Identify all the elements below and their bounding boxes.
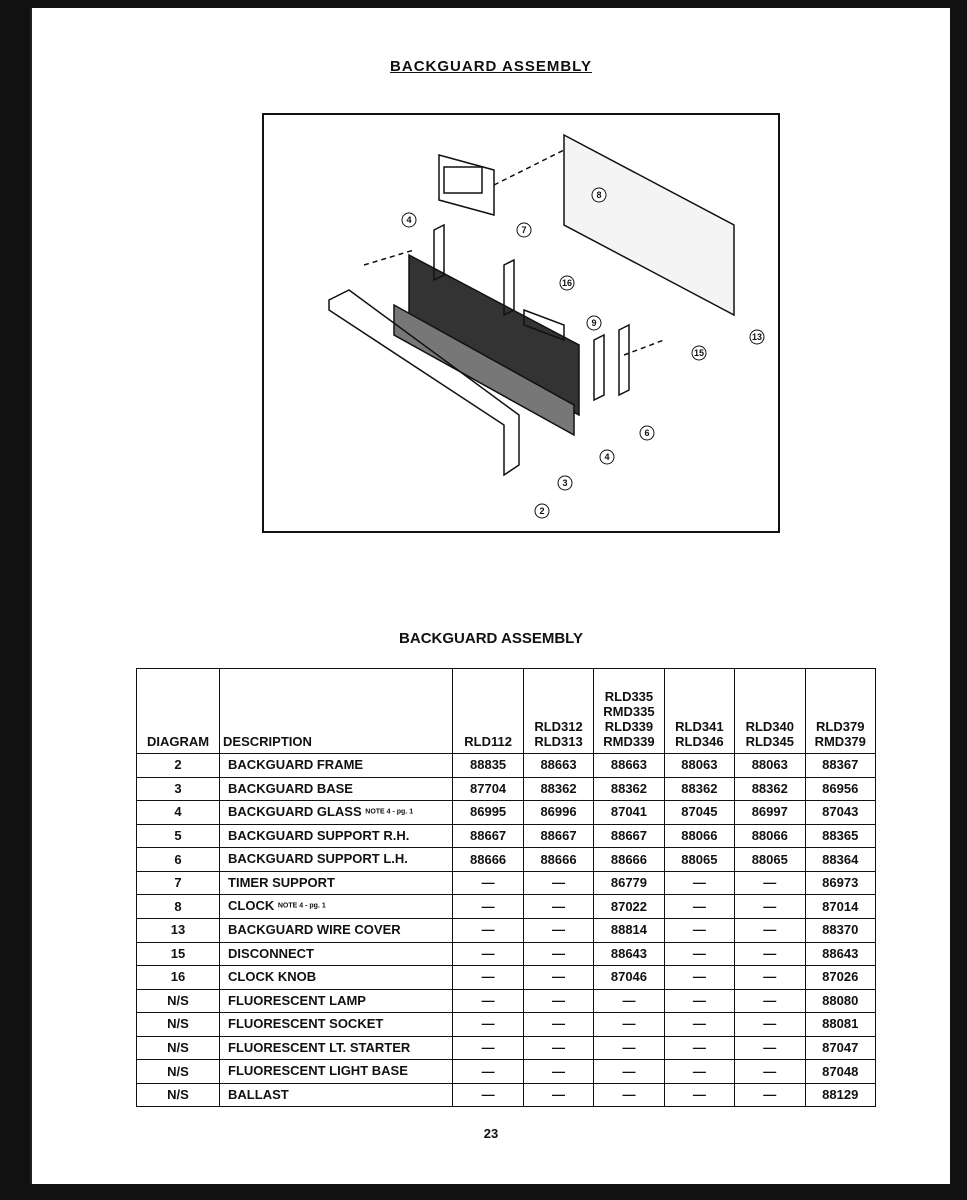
description-text: FLUORESCENT SOCKET <box>228 1016 384 1032</box>
table-row <box>137 1060 876 1084</box>
cell-part-number: — <box>735 989 805 1013</box>
callout-7-label: 7 <box>521 225 527 235</box>
table-row <box>137 1013 876 1037</box>
parts-table-body <box>137 754 876 1107</box>
description-text: BACKGUARD GLASS <box>228 804 362 820</box>
header-model-4 <box>735 669 805 754</box>
description-text: FLUORESCENT LAMP <box>228 992 366 1008</box>
page-title: BACKGUARD ASSEMBLY <box>390 58 592 75</box>
cell-part-number: — <box>523 1060 593 1084</box>
table-row <box>137 1083 876 1107</box>
description-text: CLOCK <box>228 898 275 914</box>
cell-part-number: — <box>453 871 523 895</box>
cell-part-number: 88666 <box>594 848 664 872</box>
model-2-line-3: RMD339 <box>603 734 655 749</box>
callout-13 <box>750 330 764 344</box>
cell-part-number: — <box>523 1013 593 1037</box>
document-page <box>30 8 950 1184</box>
callout-9 <box>587 316 601 330</box>
table-row <box>137 918 876 942</box>
header-description: DESCRIPTION <box>220 669 453 754</box>
cell-part-number: 87041 <box>594 801 664 825</box>
callout-5 <box>640 426 654 440</box>
description-text: CLOCK KNOB <box>228 969 317 985</box>
table-row <box>137 942 876 966</box>
cell-part-number: — <box>523 871 593 895</box>
cell-part-number: — <box>453 918 523 942</box>
callout-4-label: 4 <box>604 452 610 462</box>
cell-diagram: N/S <box>137 1060 220 1084</box>
description-note: NOTE 4 - pg. 1 <box>277 902 326 910</box>
description-text: BALLAST <box>228 1086 289 1102</box>
cell-diagram: 5 <box>137 824 220 848</box>
model-0-line-0: RLD112 <box>464 734 512 749</box>
cell-part-number: — <box>664 1036 734 1060</box>
cell-description <box>220 942 453 966</box>
cell-part-number: — <box>664 989 734 1013</box>
cell-part-number: — <box>735 895 805 919</box>
cell-part-number: 87022 <box>594 895 664 919</box>
cell-part-number: — <box>594 989 664 1013</box>
cell-part-number: 88129 <box>805 1083 876 1107</box>
cell-part-number: — <box>453 1060 523 1084</box>
cell-part-number: — <box>523 1083 593 1107</box>
cell-diagram: 16 <box>137 966 220 990</box>
cell-part-number: — <box>735 942 805 966</box>
callout-15-label: 15 <box>693 348 705 358</box>
cell-part-number: — <box>735 871 805 895</box>
cell-diagram: N/S <box>137 1036 220 1060</box>
header-model-0 <box>453 669 523 754</box>
model-1-line-1: RLD313 <box>534 734 583 749</box>
cell-part-number: 88065 <box>735 848 805 872</box>
model-3-line-0: RLD341 <box>675 719 724 734</box>
table-row <box>137 824 876 848</box>
cell-part-number: — <box>453 1036 523 1060</box>
description-text: BACKGUARD BASE <box>228 780 353 796</box>
description-text: BACKGUARD WIRE COVER <box>228 921 401 937</box>
cell-part-number: 88081 <box>805 1013 876 1037</box>
cell-part-number: 86956 <box>805 777 876 801</box>
cell-part-number: 88370 <box>805 918 876 942</box>
table-header-row <box>137 669 876 754</box>
cell-part-number: 88667 <box>453 824 523 848</box>
cell-part-number: 88080 <box>805 989 876 1013</box>
table-row <box>137 777 876 801</box>
description-text: BACKGUARD SUPPORT R.H. <box>228 827 410 843</box>
table-row <box>137 848 876 872</box>
cell-part-number: 88666 <box>453 848 523 872</box>
parts-table <box>136 668 876 1107</box>
cell-part-number: 88667 <box>523 824 593 848</box>
cell-part-number: — <box>594 1083 664 1107</box>
cell-part-number: 86779 <box>594 871 664 895</box>
callout-8-top <box>592 188 606 202</box>
cell-part-number: 88362 <box>735 777 805 801</box>
model-4-line-0: RLD340 <box>745 719 794 734</box>
cell-part-number: — <box>453 1083 523 1107</box>
exploded-diagram <box>262 113 780 533</box>
cell-part-number: — <box>664 871 734 895</box>
cell-part-number: — <box>594 1013 664 1037</box>
cell-part-number: 88643 <box>594 942 664 966</box>
cell-part-number: — <box>664 918 734 942</box>
backguard-exploded-view <box>264 115 778 531</box>
cell-part-number: 88814 <box>594 918 664 942</box>
description-text: TIMER SUPPORT <box>228 874 335 890</box>
cell-diagram: N/S <box>137 1083 220 1107</box>
callout-8-top-label: 8 <box>596 190 602 200</box>
cell-description <box>220 1060 453 1084</box>
callout-4 <box>600 450 614 464</box>
cell-part-number: — <box>735 1083 805 1107</box>
cell-part-number: — <box>453 1013 523 1037</box>
cell-part-number: — <box>664 1013 734 1037</box>
model-2-line-0: RLD335 <box>604 689 654 704</box>
cell-part-number: — <box>523 942 593 966</box>
cell-diagram: 2 <box>137 754 220 778</box>
cell-part-number: 87047 <box>805 1036 876 1060</box>
model-2-line-1: RMD335 <box>603 704 655 719</box>
callout-3 <box>558 476 572 490</box>
model-2-line-2: RLD339 <box>604 719 654 734</box>
callout-5-label: 6 <box>644 428 650 438</box>
description-note: NOTE 4 - pg. 1 <box>365 808 414 816</box>
cell-part-number: — <box>453 966 523 990</box>
header-model-5 <box>805 669 876 754</box>
cell-part-number: 88666 <box>523 848 593 872</box>
cell-part-number: 87704 <box>453 777 523 801</box>
cell-part-number: 86995 <box>453 801 523 825</box>
cell-part-number: — <box>735 1013 805 1037</box>
cell-part-number: — <box>735 1036 805 1060</box>
model-5-line-0: RLD379 <box>816 719 865 734</box>
cell-part-number: — <box>735 1060 805 1084</box>
cell-part-number: 88066 <box>664 824 734 848</box>
header-model-1 <box>523 669 593 754</box>
cell-description <box>220 848 453 872</box>
cell-part-number: — <box>594 1036 664 1060</box>
cell-part-number: — <box>664 966 734 990</box>
description-text: DISCONNECT <box>228 945 314 961</box>
cell-diagram: 13 <box>137 918 220 942</box>
cell-description <box>220 989 453 1013</box>
header-model-2 <box>594 669 664 754</box>
cell-part-number: — <box>523 1036 593 1060</box>
header-diagram: DIAGRAM <box>137 669 220 754</box>
cell-part-number: 88364 <box>805 848 876 872</box>
cell-part-number: 87045 <box>664 801 734 825</box>
cell-part-number: — <box>735 918 805 942</box>
cell-part-number: — <box>523 895 593 919</box>
model-3-line-1: RLD346 <box>675 734 724 749</box>
table-row <box>137 871 876 895</box>
cell-description <box>220 871 453 895</box>
cell-description <box>220 824 453 848</box>
table-row <box>137 989 876 1013</box>
cell-diagram: N/S <box>137 989 220 1013</box>
callout-15 <box>692 346 706 360</box>
cell-part-number: — <box>523 918 593 942</box>
model-1-line-0: RLD312 <box>534 719 583 734</box>
table-row <box>137 754 876 778</box>
cell-part-number: 88367 <box>805 754 876 778</box>
callout-3-label: 3 <box>562 478 568 488</box>
cell-part-number: 86997 <box>735 801 805 825</box>
cell-description <box>220 1013 453 1037</box>
description-text: FLUORESCENT LT. STARTER <box>228 1039 411 1055</box>
callout-2 <box>535 504 549 518</box>
page-number: 23 <box>483 1126 499 1141</box>
callout-9-label: 9 <box>591 318 597 328</box>
cell-part-number: 87014 <box>805 895 876 919</box>
cell-part-number: 88663 <box>594 754 664 778</box>
cell-description <box>220 918 453 942</box>
cell-part-number: 88365 <box>805 824 876 848</box>
callout-16-label: 16 <box>561 278 573 288</box>
cell-part-number: — <box>523 989 593 1013</box>
table-row <box>137 801 876 825</box>
cell-diagram: N/S <box>137 1013 220 1037</box>
callout-4-top <box>402 213 416 227</box>
cell-part-number: — <box>523 966 593 990</box>
cell-part-number: 88063 <box>664 754 734 778</box>
cell-part-number: 88362 <box>523 777 593 801</box>
cell-description <box>220 1036 453 1060</box>
cell-part-number: 88667 <box>594 824 664 848</box>
cell-part-number: 87043 <box>805 801 876 825</box>
model-4-line-1: RLD345 <box>745 734 794 749</box>
cell-part-number: — <box>453 895 523 919</box>
cell-diagram: 8 <box>137 895 220 919</box>
cell-part-number: — <box>664 1060 734 1084</box>
cell-description <box>220 1083 453 1107</box>
cell-part-number: 88066 <box>735 824 805 848</box>
cell-part-number: — <box>664 1083 734 1107</box>
cell-part-number: 86996 <box>523 801 593 825</box>
callout-13-label: 13 <box>751 332 763 342</box>
cell-part-number: — <box>664 895 734 919</box>
cell-part-number: — <box>453 942 523 966</box>
cell-part-number: 88362 <box>664 777 734 801</box>
cell-diagram: 4 <box>137 801 220 825</box>
cell-part-number: 87026 <box>805 966 876 990</box>
header-model-3 <box>664 669 734 754</box>
cell-description <box>220 777 453 801</box>
callout-2-label: 2 <box>539 506 545 516</box>
cell-part-number: 88362 <box>594 777 664 801</box>
cell-part-number: 87046 <box>594 966 664 990</box>
cell-part-number: 87048 <box>805 1060 876 1084</box>
cell-description <box>220 754 453 778</box>
cell-diagram: 6 <box>137 848 220 872</box>
cell-description <box>220 966 453 990</box>
cell-part-number: — <box>594 1060 664 1084</box>
cell-diagram: 15 <box>137 942 220 966</box>
cell-description <box>220 895 453 919</box>
description-text: FLUORESCENT LIGHT BASE <box>228 1063 408 1079</box>
table-row <box>137 966 876 990</box>
description-text: BACKGUARD SUPPORT L.H. <box>228 851 408 867</box>
cell-part-number: 86973 <box>805 871 876 895</box>
callout-7 <box>517 223 531 237</box>
cell-part-number: — <box>735 966 805 990</box>
callout-16 <box>560 276 574 290</box>
cell-part-number: 88063 <box>735 754 805 778</box>
cell-part-number: 88835 <box>453 754 523 778</box>
table-title: BACKGUARD ASSEMBLY <box>399 630 583 647</box>
cell-diagram: 7 <box>137 871 220 895</box>
cell-part-number: — <box>664 942 734 966</box>
cell-part-number: 88065 <box>664 848 734 872</box>
table-row <box>137 1036 876 1060</box>
model-5-line-1: RMD379 <box>814 734 866 749</box>
callout-4-top-label: 4 <box>406 215 412 225</box>
cell-part-number: — <box>453 989 523 1013</box>
cell-diagram: 3 <box>137 777 220 801</box>
cell-description <box>220 801 453 825</box>
table-row <box>137 895 876 919</box>
cell-part-number: 88663 <box>523 754 593 778</box>
description-text: BACKGUARD FRAME <box>228 757 364 772</box>
cell-part-number: 88643 <box>805 942 876 966</box>
